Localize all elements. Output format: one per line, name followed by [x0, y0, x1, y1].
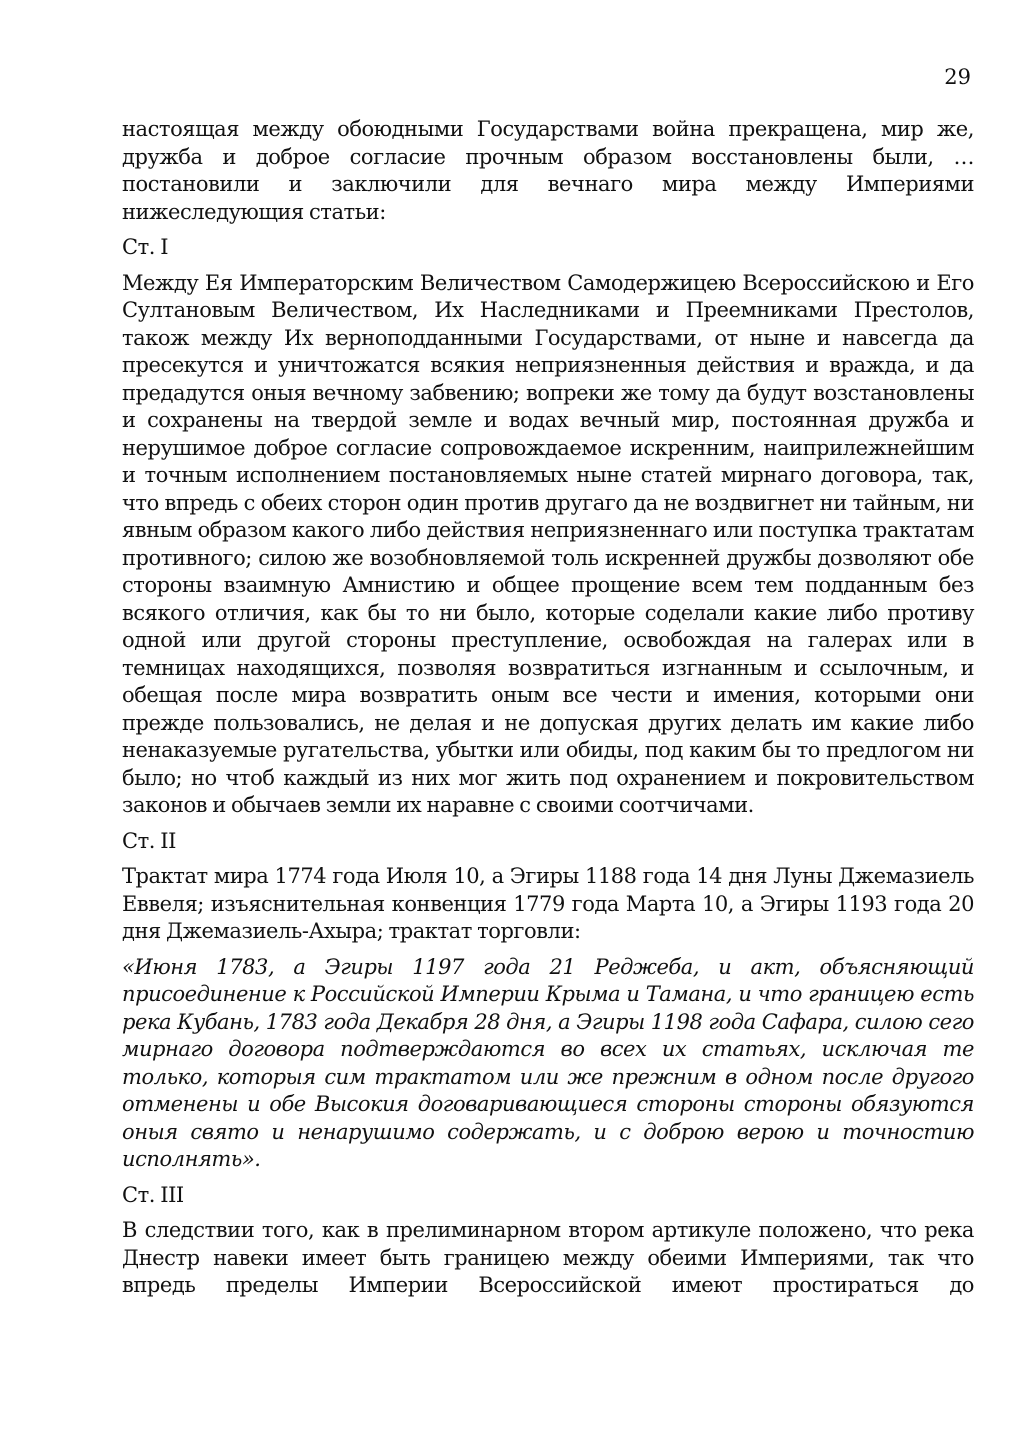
article-1-heading: Ст. I — [122, 235, 169, 259]
article-3-heading: Ст. III — [122, 1182, 184, 1207]
page-number: 29 — [944, 65, 971, 89]
article-1-text: Между Ея Императорским Величеством Самодержицею Всероссийскою и Его Султановым Величеством, Их Наследниками и Преемниками Престолов, також между Их верноподданными Государствами, от ныне и навсегда да пресекутся и уничтожатся всякия неприязненныя действия и вражда, и да предадутся оныя вечному забвению; вопреки же тому да будут возстановлены и сохранены на твердой земле и водах вечный мир, постоянная дружба и нерушимое доброе согласие сопровождаемое искренним, наиприлежнейшим и точным исполнением постановляемых ныне статей мирнаго договора, так, что впредь с обеих сторон один против другаго да не воздвигнет ни тайным, ни явным образом какого либо действия неприязненнаго или поступка трактатам противного; силою же возобновляемой толь искренней дружбы дозволяют обе стороны взаимную Амнистию и общее прощение всем тем подданным без всякого отличия, как бы то ни было, которые соделали какие либо противу одной или другой стороны преступление, освобождая на галерах или в темницах находящихся, позволяя возвратиться изгнанным и ссылочным, и обещая после мира возвратить оным все чести и имения, которыми они прежде пользовались, не делая и не допуская других делать им какие либо ненаказуемые ругательства, убытки или обиды, под каким бы то предлогом ни было; но чтоб каждый из них мог жить под охранением и покровительством законов и обычаев земли их наравне с своими соотчичами. — [122, 270, 974, 817]
article-2-heading: Ст. II — [122, 828, 176, 853]
article-2-quote: «Июня 1783, а Эгиры 1197 года 21 Реджеба, и акт, объясняющий присоединение к Российской Империи Крыма и Тамана, и что границею есть река Кубань, 1783 года Декабря 28 дня, а Эгиры 1198 года Сафара, силою сего мирнаго договора подтверждаются во всех их статьях, исключая те только, которыя сим трактатом или же прежним в одном после другого отменены и обе Высокия договаривающиеся стороны стороны обязуются оныя свято и ненарушимо содержать, и с доброю верою и точностию исполнять». — [122, 954, 974, 1171]
intro-paragraph: настоящая между обоюдными Государствами война прекращена, мир же, дружба и доброе согласие прочным образом восстановлены были, …постановили и заключили для вечнаго мира между Империями нижеследующия статьи: — [122, 117, 974, 224]
document-body — [122, 116, 974, 1308]
article-3-text: В следствии того, как в прелиминарном втором артикуле положено, что река Днестр навеки имеет быть границею между обеими Империями, так что впредь пределы Империи Всероссийской имеют простираться до — [122, 1218, 974, 1297]
article-2-text: Трактат мира 1774 года Июля 10, а Эгиры 1188 года 14 дня Луны Джемазиель Еввеля; изъяснительная конвенция 1779 года Марта 10, а Эгиры 1193 года 20 дня Джемазиель-Ахыра; трактат торговли: — [122, 864, 974, 943]
